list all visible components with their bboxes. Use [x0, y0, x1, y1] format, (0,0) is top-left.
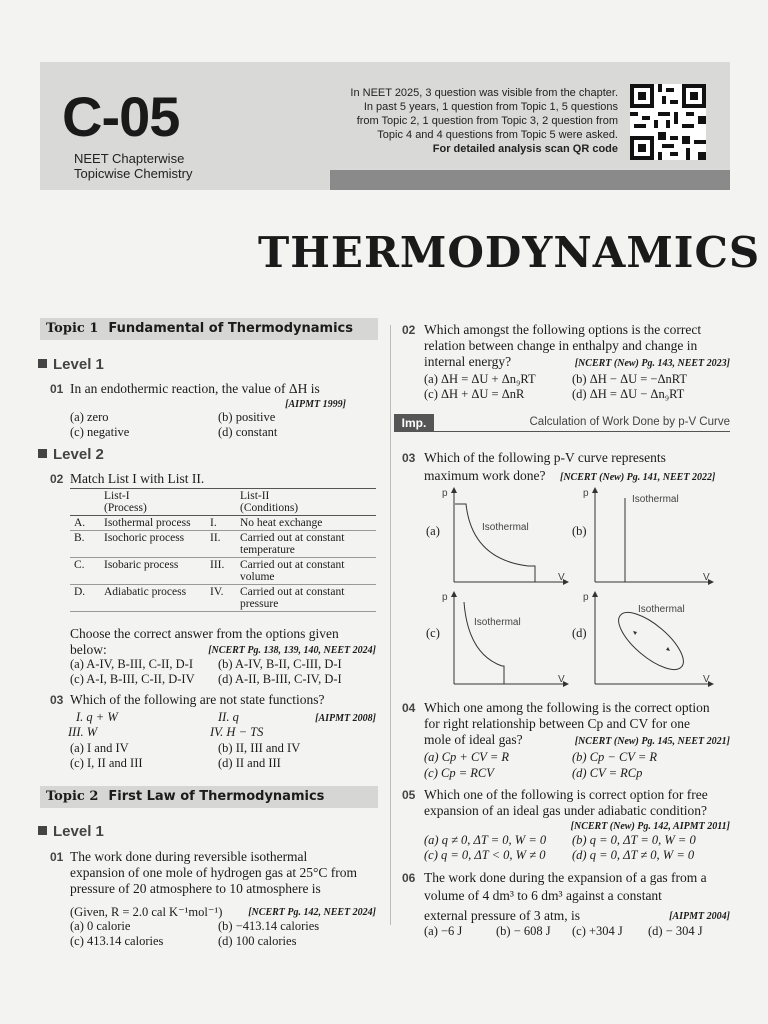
cell: I. — [206, 516, 236, 531]
arrow-up-icon — [592, 591, 598, 597]
cell: Carried out at constant volume — [236, 558, 376, 585]
cell: Carried out at constant pressure — [236, 585, 376, 612]
question-number: 03 — [402, 451, 416, 465]
question-ref: [NCERT Pg. 138, 139, 140, NEET 2024] — [208, 645, 376, 656]
question-text: mole of ideal gas? — [424, 732, 523, 747]
axis-label-p: p — [442, 488, 448, 499]
option-d: (d) A-II, B-III, C-IV, D-I — [218, 672, 342, 686]
arrow-up-icon — [451, 487, 457, 493]
topic-title: First Law of Thermodynamics — [108, 789, 325, 804]
chapter-analysis — [322, 86, 618, 156]
statement-iii: III. W — [68, 725, 98, 739]
column-divider — [390, 325, 391, 925]
question-number: 06 — [402, 871, 416, 885]
question-number: 03 — [50, 693, 64, 707]
match-table-wrap — [70, 488, 376, 612]
curve-label: Isothermal — [632, 494, 679, 505]
topic-tag: Topic 1 — [46, 321, 99, 336]
arrow-up-icon — [451, 591, 457, 597]
question-text: below: — [70, 642, 107, 657]
question-text: In an endothermic reaction, the value of ΔH is — [70, 381, 320, 396]
axis-label-p: p — [442, 592, 448, 603]
match-table — [70, 489, 376, 612]
option-d: (d) 100 calories — [218, 934, 297, 948]
curve-label: Isothermal — [474, 617, 521, 628]
cell — [236, 531, 376, 558]
table-row — [70, 558, 376, 585]
question-text: Choose the correct answer from the options given — [70, 626, 339, 641]
cell: Adiabatic process — [100, 585, 206, 612]
header-accent-bar — [330, 170, 730, 190]
option-a: (a) A-IV, B-III, C-II, D-I — [70, 657, 193, 671]
option-b: (b) q = 0, ΔT = 0, W = 0 — [572, 833, 696, 847]
table-row — [70, 585, 376, 612]
option-c: (c) q = 0, ΔT < 0, W ≠ 0 — [424, 848, 546, 862]
option-a: (a) ΔH = ΔU + Δn₉RT — [424, 372, 536, 386]
option-a: (a) — [426, 524, 440, 538]
question-ref: [NCERT (New) Pg. 141, NEET 2022] — [560, 472, 716, 483]
axis-label-v: V — [703, 572, 710, 583]
question-text: Which one of the following is correct option for free — [424, 787, 708, 802]
book-subtitle-2: Topicwise Chemistry — [74, 166, 193, 181]
question-text: The work done during reversible isothermal — [70, 849, 308, 864]
chapter-title: THERMODYNAMICS — [258, 228, 761, 277]
cell: A. — [70, 516, 100, 531]
analysis-line: In NEET 2025, 3 question was visible from the chapter. — [350, 87, 618, 99]
option-b: (b) — [572, 524, 587, 538]
option-d: (d) q = 0, ΔT ≠ 0, W = 0 — [572, 848, 695, 862]
level-1-heading — [38, 356, 104, 373]
cell: No heat exchange — [236, 516, 376, 531]
option-c: (c) I, II and III — [70, 756, 143, 770]
question-number: 04 — [402, 701, 416, 715]
question-ref: [AIPMT 2008] — [315, 713, 376, 724]
col-subheader: (Conditions) — [240, 502, 299, 514]
option-a: (a) 0 calorie — [70, 919, 131, 933]
option-b: (b) positive — [218, 410, 276, 424]
topic-title: Fundamental of Thermodynamics — [108, 321, 353, 336]
question-ref: [NCERT (New) Pg. 145, NEET 2021] — [574, 736, 730, 747]
level-label: Level 2 — [53, 446, 104, 463]
option-c: (c) +304 J — [572, 924, 623, 938]
question-number: 05 — [402, 788, 416, 802]
axis-label-p: p — [583, 592, 589, 603]
cell: D. — [70, 585, 100, 612]
axis-label-v: V — [558, 572, 565, 583]
option-b: (b) − 608 J — [496, 924, 551, 938]
option-a: (a) zero — [70, 410, 109, 424]
question-text: Which amongst the following options is the correct — [424, 322, 702, 337]
analysis-line: Topic 4 and 4 questions from Topic 5 were asked. — [377, 129, 618, 141]
graph-a-curve — [455, 504, 535, 582]
question-text: maximum work done? — [424, 468, 546, 483]
statement-ii: II. q — [218, 710, 239, 724]
question-text: pressure of 20 atmosphere to 10 atmosphere is — [70, 881, 321, 896]
question-text: relation between change in enthalpy and change in — [424, 338, 698, 353]
cell: Isobaric process — [100, 558, 206, 585]
cell-line: temperature — [240, 544, 295, 556]
col-subheader: (Process) — [104, 502, 147, 514]
book-subtitle: NEET Chapterwise — [74, 151, 185, 166]
table-row — [70, 531, 376, 558]
cell-line: Carried out at constant — [240, 532, 345, 544]
option-d: (d) — [572, 626, 587, 640]
question-ref: [NCERT (New) Pg. 143, NEET 2023] — [574, 358, 730, 369]
pv-curves-figure — [440, 484, 730, 694]
option-d: (d) − 304 J — [648, 924, 703, 938]
topic-1-header — [40, 318, 378, 340]
imp-rule — [394, 431, 730, 432]
question-ref: [NCERT Pg. 142, NEET 2024] — [248, 907, 376, 918]
cell: IV. — [206, 585, 236, 612]
question-text: Which of the following p-V curve represents — [424, 450, 666, 465]
option-b: (b) −413.14 calories — [218, 919, 320, 933]
cell: II. — [206, 531, 236, 558]
question-ref: [NCERT (New) Pg. 142, AIPMT 2011] — [570, 821, 730, 832]
question-text: for right relationship between Cp and CV for one — [424, 716, 690, 731]
question-text: Which one among the following is the correct option — [424, 700, 710, 715]
qr-code-icon — [630, 84, 706, 160]
cell: B. — [70, 531, 100, 558]
topic-2-header — [40, 786, 378, 808]
col-header: List-I — [104, 490, 130, 502]
axis-label-p: p — [583, 488, 589, 499]
statement-i: I. q + W — [76, 710, 118, 724]
curve-arrow-icon — [666, 647, 670, 651]
curve-arrow-icon — [633, 631, 637, 635]
option-b: (b) ΔH − ΔU = −ΔnRT — [572, 372, 687, 386]
option-c: (c) A-I, B-III, C-II, D-IV — [70, 672, 195, 686]
question-text: expansion of an ideal gas under adiabatic condition? — [424, 803, 708, 818]
question-number: 02 — [50, 472, 64, 486]
cell: Isochoric process — [100, 531, 206, 558]
level-2-heading — [38, 446, 104, 463]
question-ref: [AIPMT 1999] — [285, 399, 346, 410]
question-text: expansion of one mole of hydrogen gas at 25°C from — [70, 865, 357, 880]
statement-iv: IV. H − TS — [210, 725, 264, 739]
option-d: (d) constant — [218, 425, 278, 439]
option-c: (c) ΔH + ΔU = ΔnR — [424, 387, 525, 401]
option-d: (d) CV = RCp — [572, 766, 643, 780]
axis-label-v: V — [558, 674, 565, 685]
question-number: 02 — [402, 323, 416, 337]
option-c: (c) — [426, 626, 440, 640]
analysis-line: from Topic 2, 1 question from Topic 3, 2 question from — [356, 115, 618, 127]
option-a: (a) q ≠ 0, ΔT = 0, W = 0 — [424, 833, 547, 847]
option-c: (c) Cp = RCV — [424, 766, 494, 780]
question-text: volume of 4 dm³ to 6 dm³ against a constant — [424, 888, 662, 903]
chapter-code: C-05 — [62, 85, 180, 148]
option-b: (b) Cp − CV = R — [572, 750, 658, 764]
option-b: (b) A-IV, B-II, C-III, D-I — [218, 657, 342, 671]
option-d: (d) ΔH = ΔU − Δn₉RT — [572, 387, 685, 401]
question-number: 01 — [50, 382, 64, 396]
given-data: (Given, R = 2.0 cal K⁻¹mol⁻¹) — [70, 905, 223, 919]
option-c: (c) 413.14 calories — [70, 934, 164, 948]
graph-c-curve — [464, 602, 504, 684]
question-text: The work done during the expansion of a gas from a — [424, 870, 707, 885]
question-ref: [AIPMT 2004] — [669, 911, 730, 922]
qr-code[interactable] — [630, 84, 706, 160]
level-label: Level 1 — [53, 823, 104, 840]
cell: III. — [206, 558, 236, 585]
option-c: (c) negative — [70, 425, 130, 439]
option-d: (d) II and III — [218, 756, 281, 770]
col-header: List-II — [240, 490, 270, 502]
curve-label: Isothermal — [482, 522, 529, 533]
question-number: 01 — [50, 850, 64, 864]
imp-topic: Calculation of Work Done by p-V Curve — [529, 416, 730, 428]
option-a: (a) I and IV — [70, 741, 129, 755]
level-label: Level 1 — [53, 356, 104, 373]
question-text: internal energy? — [424, 354, 512, 369]
option-b: (b) II, III and IV — [218, 741, 301, 755]
arrow-up-icon — [592, 487, 598, 493]
topic-tag: Topic 2 — [46, 789, 99, 804]
question-text: Which of the following are not state functions? — [70, 692, 325, 707]
question-text: external pressure of 3 atm, is — [424, 908, 580, 923]
axis-label-v: V — [703, 674, 710, 685]
cell: Isothermal process — [100, 516, 206, 531]
table-row — [70, 516, 376, 531]
level-1-heading — [38, 823, 104, 840]
cell: C. — [70, 558, 100, 585]
scan-note: For detailed analysis scan QR code — [432, 143, 618, 155]
option-a: (a) Cp + CV = R — [424, 750, 510, 764]
imp-badge: Imp. — [394, 414, 434, 432]
curve-label: Isothermal — [638, 604, 685, 615]
analysis-line: In past 5 years, 1 question from Topic 1, 5 questions — [363, 101, 618, 113]
option-a: (a) −6 J — [424, 924, 463, 938]
question-text: Match List I with List II. — [70, 471, 205, 486]
